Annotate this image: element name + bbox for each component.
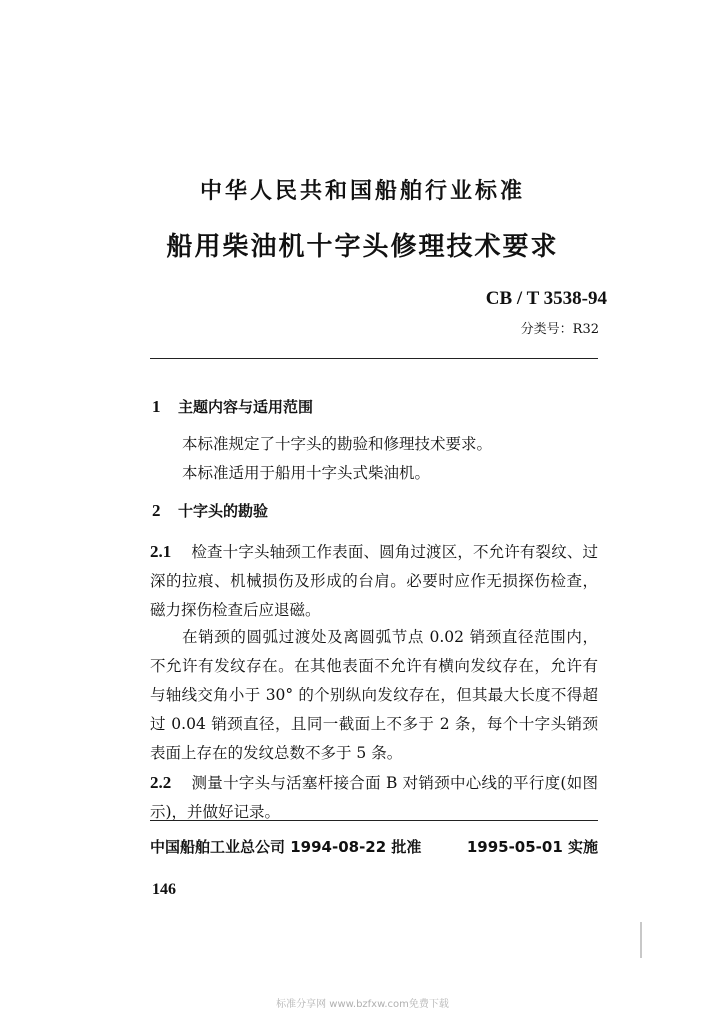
section-1-paragraph-1: 本标准规定了十字头的勘验和修理技术要求。 [182,435,493,453]
clause-2-2-text: 测量十字头与活塞杆接合面 B 对销颈中心线的平行度(如图示)，并做好记录。 [150,774,598,821]
page-number: 146 [152,881,176,898]
clause-2-1-continuation: 在销颈的圆弧过渡处及离圆弧节点 0.02 销颈直径范围内，不允许有发纹存在。在其他表面不允许有横向发纹存在，允许有与轴线交角小于 30° 的个别纵向发纹存在，但其最大长度不得超过 0.04 销颈直径，且同一截面上不多于 2 条，每个十字头销颈表面上存在的发纹总数不多于 5 条。 [150,628,598,762]
clause-2-1-text: 检查十字头轴颈工作表面、圆角过渡区，不允许有裂纹、过深的拉痕、机械损伤及形成的台肩。必要时应作无损探伤检查，磁力探伤检查后应退磁。 [150,543,598,619]
implementation-date: 1995-05-01 实施 [466,838,598,856]
clause-2-2 [150,768,598,827]
scan-edge-mark [640,922,642,958]
section-1-heading [152,396,313,417]
approval-footer [150,836,598,857]
section-2-heading [152,500,268,521]
approval-date: 中国船舶工业总公司 1994-08-22 批准 [150,838,422,856]
clause-2-1 [150,537,598,625]
section-2-title: 十字头的勘验 [178,502,269,520]
classification-code: 分类号：R32 [520,322,599,337]
section-1-paragraph-2: 本标准适用于船用十字头式柴油机。 [182,464,431,482]
standard-number: CB / T 3538-94 [485,288,607,309]
bottom-divider [150,820,598,821]
document-title: 船用柴油机十字头修理技术要求 [166,232,559,262]
top-divider [150,358,598,359]
standard-category-title: 中华人民共和国船舶行业标准 [199,179,525,204]
clause-2-2-number: 2.2 [150,773,172,792]
section-1-title: 主题内容与适用范围 [178,398,314,416]
section-1-number: 1 [152,397,161,416]
clause-2-1-number: 2.1 [150,542,172,561]
section-2-number: 2 [152,501,161,520]
watermark: 标准分享网 www.bzfxw.com免费下载 [276,999,449,1010]
